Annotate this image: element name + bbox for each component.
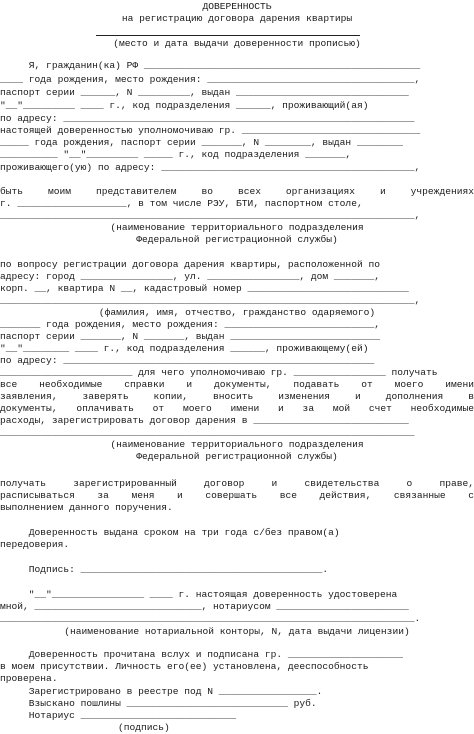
caption: (фамилия, имя, отчество, гражданство одаряемого) [98, 307, 376, 318]
text-line: проверена. [0, 673, 58, 684]
text-line: ____ года рождения, место рождения: ____________________________________, [0, 74, 421, 85]
signature-caption: (подпись) [118, 722, 170, 733]
text-line: в моем присутствии. Личность его(ее) установлена, дееспособность [0, 661, 369, 672]
text-line: ________________________________________________________________________ [0, 427, 415, 438]
text-line: "__"________________ ____ г. настоящая доверенность удостоверена [0, 589, 398, 600]
text-line: все необходимые справки и документы, подавать от моего имени [0, 379, 474, 390]
text-line: Взыскано пошлины ____________________________ руб. [0, 698, 317, 709]
caption: (наименование нотариальной конторы, N, дата выдачи лицензии) [64, 626, 410, 637]
text-line: _____ года рождения, паспорт серии _______, N ________, выдан ________ [0, 137, 404, 148]
text-line: расписываться за меня и совершать все действия, связанные с [0, 490, 474, 501]
text-line: расходы, зарегистрировать договор дарения в ___________________________ [0, 415, 409, 426]
text-line: передоверия. [0, 539, 70, 550]
text-line: выполнением данного поручения. [0, 502, 173, 513]
notary-signature-line: Нотариус ___________________________ [0, 710, 237, 721]
text-line: "__"________ ____ г., код подразделения ______, проживающему(ей) [0, 343, 369, 354]
place-date-line [96, 35, 360, 36]
text-line: заявления, заверять копии, вносить изменения и дополнения в [0, 391, 474, 402]
caption: (наименование территориального подразделения [110, 222, 364, 233]
caption: (наименование территориального подразделения [110, 439, 364, 450]
text-line: Зарегистрировано в реестре под N _________________. [0, 686, 323, 697]
text-line: Я, гражданин(ка) РФ ________________________________________________ [0, 60, 421, 71]
doc-title: ДОВЕРЕННОСТЬ [202, 1, 272, 12]
text-line: "__"_________ ____ г., код подразделения ______, проживающий(ая) [0, 100, 369, 111]
text-line: проживающего(ую) по адресу: ____________________________________________, [0, 162, 421, 173]
text-line: __________ "__"_________ _____ г., код подразделения _______, [0, 149, 352, 160]
text-line: г. ___________________, в том числе РЭУ, БТИ, паспортном столе, [0, 198, 363, 209]
text-line: быть моим представителем во всех организациях и учреждениях [0, 186, 474, 197]
text-line: по вопросу регистрации договора дарения квартиры, расположенной по [0, 259, 380, 270]
text-line: _______________________ для чего уполномочиваю гр. ________________ получать [0, 367, 438, 378]
text-line: _______ года рождения, место рождения: __________________________, [0, 319, 380, 330]
text-line: по адресу: ______________________________________________________ [0, 355, 375, 366]
text-line: паспорт серии ______, N _________, выдан ______________________________ [0, 87, 409, 98]
text-line: Доверенность выдана сроком на три года с/без правом(а) [0, 527, 340, 538]
text-line: по адресу: _____________________________________________________________ [0, 113, 415, 124]
text-line: документы, оплачивать от моего имени и за мой счет необходимые [0, 403, 474, 414]
text-line: ________________________________________________________________________, [0, 210, 421, 221]
text-line: паспорт серии _______, N _______, выдан __________________________ [0, 331, 380, 342]
text-line: адресу: город ________________, ул. ________________, дом _______, [0, 271, 380, 282]
text-line: получать зарегистрированный договор и свидетельства о праве, [0, 478, 474, 489]
doc-subtitle: на регистрацию договора дарения квартиры [121, 13, 353, 24]
text-line: настоящей доверенностью уполномочиваю гр. _______________________________ [0, 125, 421, 136]
text-line: ________________________________________________________________________, [0, 295, 421, 306]
text-line: Доверенность прочитана вслух и подписана гр. ____________________ [0, 649, 404, 660]
caption: Федеральной регистрационной службы) [136, 451, 338, 462]
signature-line: Подпись: __________________________________________. [0, 564, 329, 575]
text-line: корп. __, квартира N __, кадастровый номер ____________________________ [0, 283, 409, 294]
text-line: ________________________________________________________________________. [0, 613, 421, 624]
caption: Федеральной регистрационной службы) [136, 234, 338, 245]
place-date-note: (место и дата выдачи доверенности прописью) [113, 38, 361, 49]
text-line: мной, _____________________________, нотариусом _______________________ [0, 601, 409, 612]
